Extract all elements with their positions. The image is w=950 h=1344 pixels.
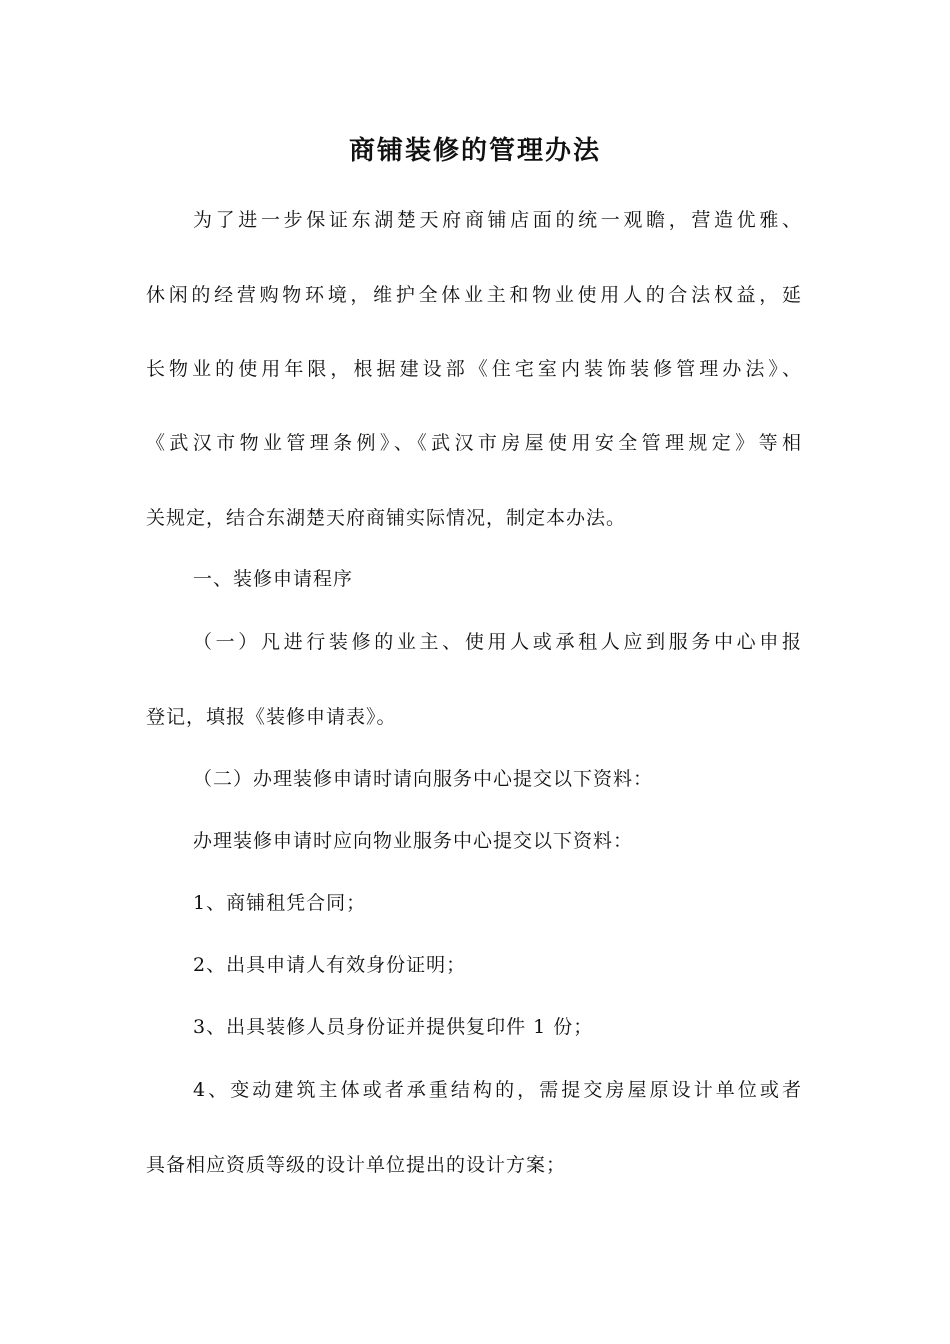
list-item: 4、变动建筑主体或者承重结构的，需提交房屋原设计单位或者 — [193, 1079, 802, 1101]
paragraph-line: 休闲的经营购物环境，维护全体业主和物业使用人的合法权益，延 — [146, 284, 802, 306]
paragraph-line: （二）办理装修申请时请向服务中心提交以下资料： — [193, 768, 654, 790]
paragraph-line: 《武汉市物业管理条例》、《武汉市房屋使用安全管理规定》等相 — [146, 432, 802, 454]
paragraph-line: 为了进一步保证东湖楚天府商铺店面的统一观瞻，营造优雅、 — [193, 209, 802, 231]
list-item: 1、商铺租凭合同； — [193, 892, 367, 914]
paragraph-line: 办理装修申请时应向物业服务中心提交以下资料： — [193, 830, 634, 852]
document-title: 商铺装修的管理办法 — [348, 136, 601, 166]
section-heading: 一、装修申请程序 — [193, 568, 354, 590]
list-item: 2、出具申请人有效身份证明； — [193, 954, 467, 976]
list-item: 具备相应资质等级的设计单位提出的设计方案； — [146, 1154, 567, 1176]
paragraph-line: 长物业的使用年限，根据建设部《住宅室内装饰装修管理办法》、 — [146, 358, 802, 380]
list-item: 3、出具装修人员身份证并提供复印件 1 份； — [193, 1016, 594, 1038]
paragraph-line: （一）凡进行装修的业主、使用人或承租人应到服务中心申报 — [193, 631, 802, 653]
paragraph-line: 登记，填报《装修申请表》。 — [146, 706, 397, 728]
paragraph-line: 关规定，结合东湖楚天府商铺实际情况，制定本办法。 — [146, 507, 627, 529]
